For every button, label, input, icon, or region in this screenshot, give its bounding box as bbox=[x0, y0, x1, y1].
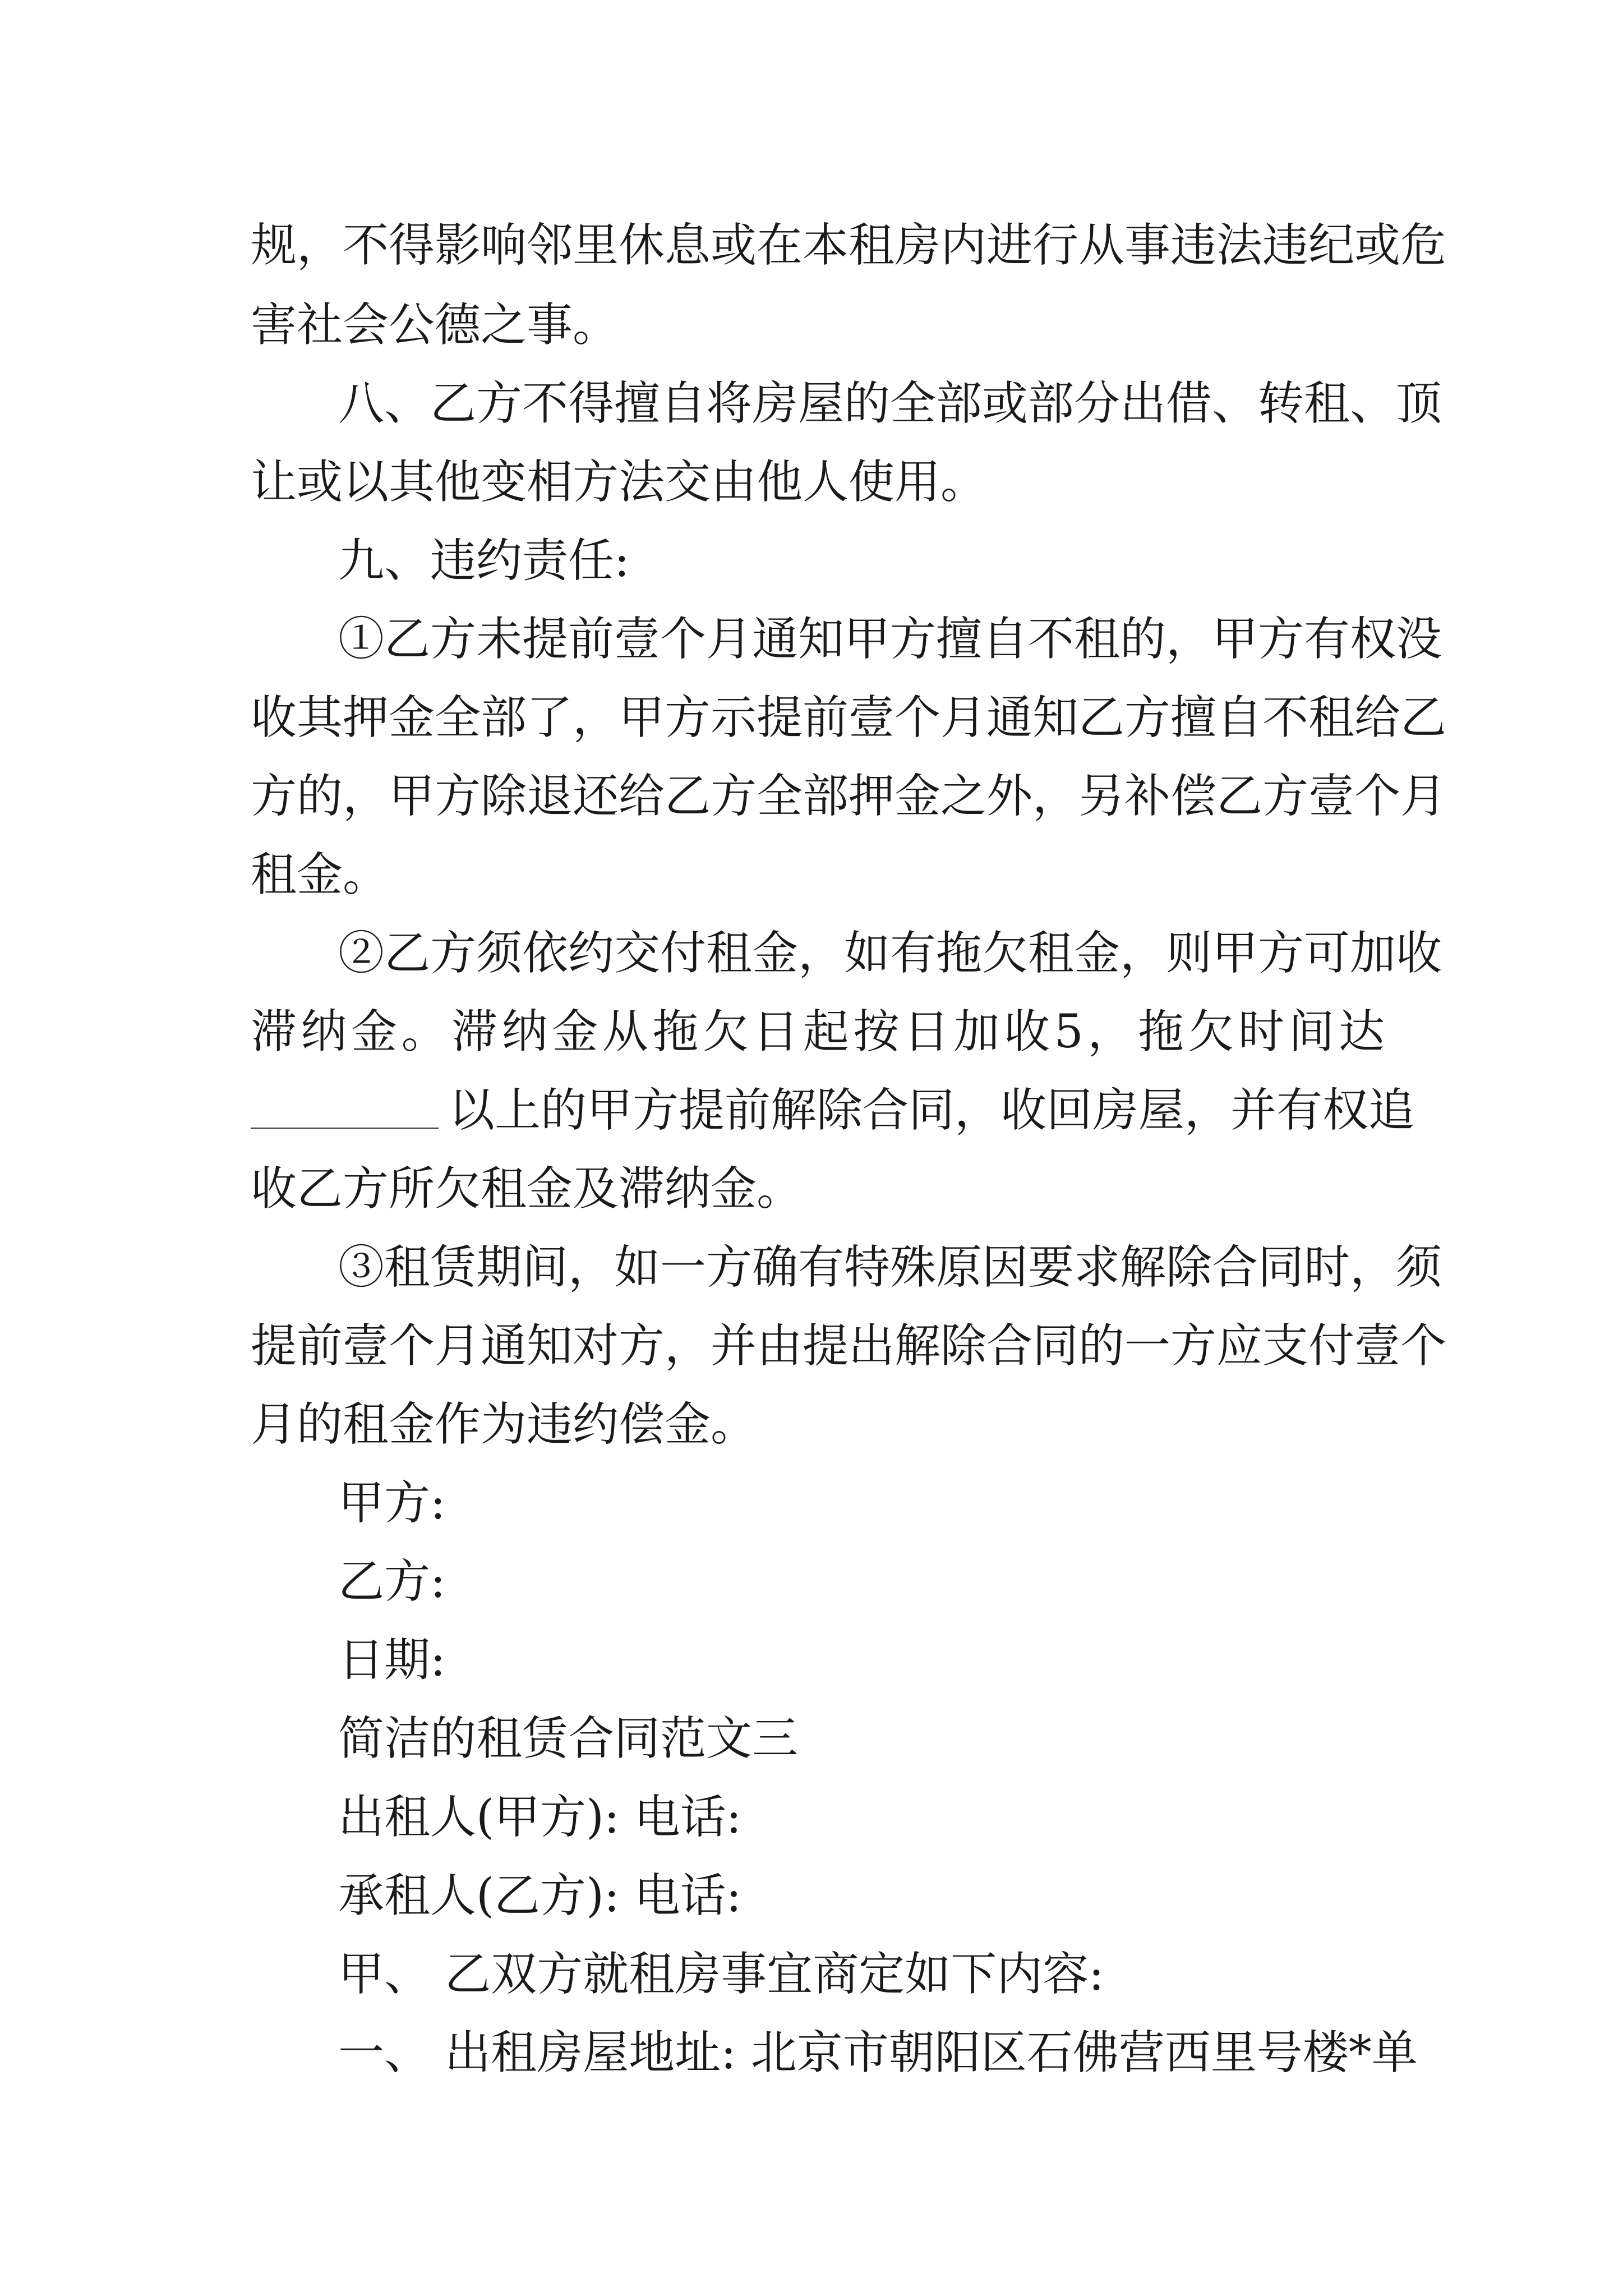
clause-8-line: 八、乙方不得擅自将房屋的全部或部分出借、转租、顶 bbox=[338, 377, 1442, 430]
party-b-signature-label: 乙方: bbox=[338, 1555, 446, 1608]
text-line: 收乙方所欠租金及滞纳金。 bbox=[251, 1162, 803, 1216]
party-a-signature-label: 甲方: bbox=[338, 1476, 446, 1530]
lessee-line: 承租人(乙方): 电话: bbox=[338, 1869, 742, 1922]
breach-item-3: ③租赁期间，如一方确有特殊原因要求解除合同时，须 bbox=[338, 1241, 1442, 1294]
text-line: 以上的甲方提前解除合同，收回房屋，并有权追 bbox=[449, 1084, 1415, 1137]
text-line: 让或以其他变相方法交由他人使用。 bbox=[251, 455, 987, 509]
text-line: 滞纳金。滞纳金从拖欠日起按日加收5，拖欠时间达 bbox=[251, 1005, 1385, 1059]
lessor-line: 出租人(甲方): 电话: bbox=[338, 1791, 742, 1844]
text-line: 月的租金作为违约偿金。 bbox=[251, 1398, 757, 1451]
breach-item-1: ①乙方未提前壹个月通知甲方擅自不租的，甲方有权没 bbox=[338, 613, 1442, 666]
text-line: 害社会公德之事。 bbox=[251, 298, 619, 352]
text-line: 规，不得影响邻里休息或在本租房内进行从事违法违纪或危 bbox=[251, 219, 1447, 272]
date-label: 日期: bbox=[338, 1634, 446, 1687]
blank-underline bbox=[251, 1128, 439, 1129]
text-line: 提前壹个月通知对方，并由提出解除合同的一方应支付壹个 bbox=[251, 1319, 1447, 1373]
agreement-intro: 甲、 乙双方就租房事宜商定如下内容: bbox=[338, 1948, 1104, 2001]
clause-9-heading: 九、违约责任: bbox=[338, 534, 630, 587]
text-line: 收其押金全部了，甲方示提前壹个月通知乙方擅自不租给乙 bbox=[251, 691, 1447, 744]
text-line: 租金。 bbox=[251, 848, 389, 901]
section-title: 简洁的租赁合同范文三 bbox=[338, 1712, 799, 1765]
text-line: 方的，甲方除退还给乙方全部押金之外，另补偿乙方壹个月 bbox=[251, 770, 1447, 823]
breach-item-2: ②乙方须依约交付租金，如有拖欠租金，则甲方可加收 bbox=[338, 927, 1442, 980]
address-clause: 一、 出租房屋地址: 北京市朝阳区石佛营西里号楼*单 bbox=[338, 2026, 1418, 2079]
